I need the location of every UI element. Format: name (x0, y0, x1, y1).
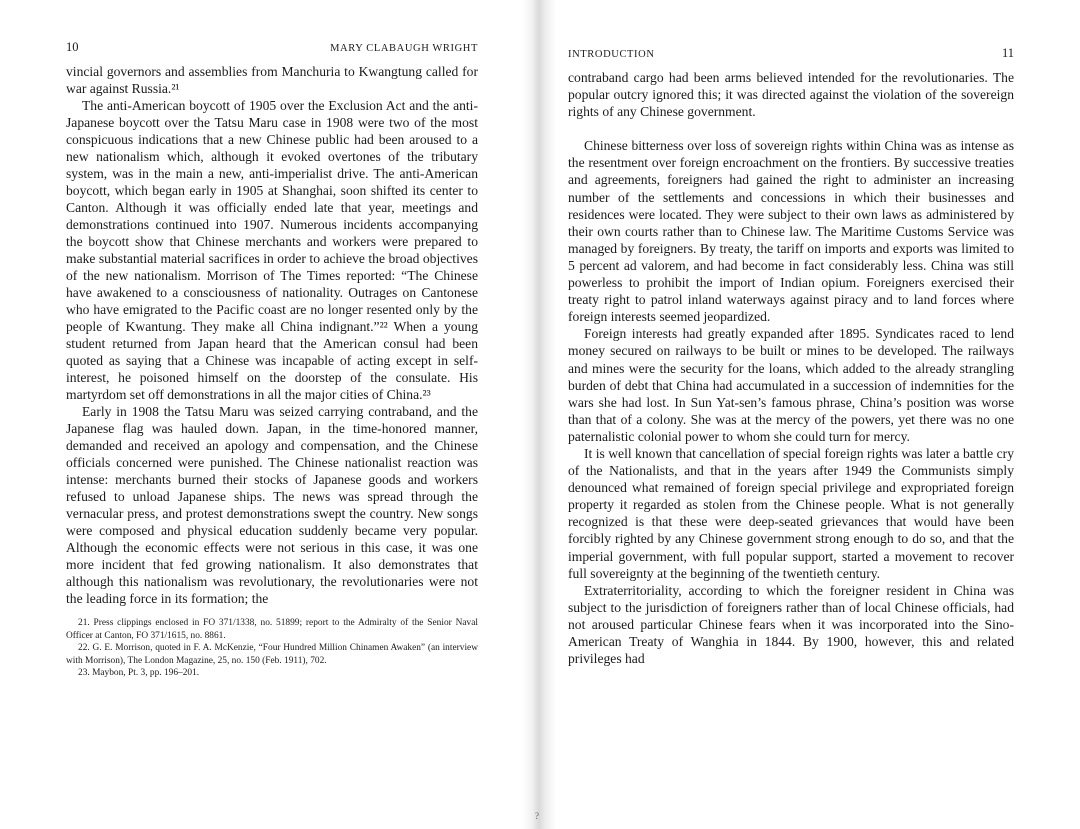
book-gutter (522, 0, 556, 829)
footnote-21: 21. Press clippings enclosed in FO 371/1338, no. 51899; report to the Admiralty of the Senior Naval Officer at Canton, FO 371/1615, no. 8861. (66, 618, 478, 641)
left-body-text (66, 63, 478, 607)
left-paragraph-3: Early in 1908 the Tatsu Maru was seized carrying contraband, and the Japanese flag was hauled down. Japan, in the time-honored manner, demanded and received an apology and compensation, and the Chinese officials concerned were punished. The Chinese nationalist reaction was intense: merchants burned their stocks of Japanese goods and workers refused to unload Japanese ships. The news was spread through the vernacular press, and protest demonstrations swept the country. New songs were composed and physical education suddenly became very popular. Although the economic effects were not serious in this case, it was one more incident that fed growing nationalism. It also demonstrates that although this nationalism was revolutionary, the revolutionaries were not the leading force in its formation; the (66, 404, 478, 606)
right-page (526, 0, 1080, 829)
right-page-number: 11 (1001, 46, 1014, 60)
right-body-text (568, 69, 1014, 667)
right-paragraph-5: Extraterritoriality, according to which the foreigner resident in China was subject to the jurisdiction of foreigners rather than of local Chinese officials, had not aroused particular Chinese fears when it was incorporated into the Sino-American Treaty of Wanghia in 1844. By 1900, however, this and related privileges had (568, 582, 1014, 667)
left-footnotes (66, 617, 478, 680)
left-paragraph-2: The anti-American boycott of 1905 over the Exclusion Act and the anti-Japanese boycott over the Tatsu Maru case in 1908 were two of the most conspicuous indications that a new Chinese public had been aroused to a new nationalism which, although it evoked overtones of the tributary system, was in the main a new, anti-imperialist drive. The anti-American boycott, which began early in 1905 at Shanghai, soon shifted its center to Canton. Although it was officially ended late that year, meetings and demonstrations continued into 1907. Numerous incidents accompanying the boycott show that Chinese merchants and workers were prepared to make substantial material sacrifices in order to achieve the broad objectives of the new nationalism. Morrison of The Times reported: “The Chinese have awakened to a consciousness of nationality. Outrages on Cantonese who have emigrated to the Pacific coast are no longer resented only by the people of Kwantung. They make all China indignant.”²² When a young student returned from Japan heard that the American consul had been quoted as saying that a Chinese was incapable of acting except in self-interest, he poisoned himself on the doorstep of the consulate. His martyrdom set off demonstrations in all the major cities of China.²³ (66, 98, 478, 402)
left-page (0, 0, 526, 829)
right-paragraph-2: Chinese bitterness over loss of sovereign rights within China was as intense as the resentment over foreign encroachment on the frontiers. By successive treaties and agreements, foreigners had gained the right to administer an increasing number of the settlements and concessions in which their businesses and residences were located. They were subject to their own laws as administered by their own courts rather than to Chinese law. The Maritime Customs Service was managed by foreigners. By treaty, the tariff on imports and exports was limited to 5 percent ad valorem, and had become in fact considerably less. China was still powerless to prohibit the import of Indian opium. Foreigners exercised their treaty right to patrol inland waterways against piracy and to land forces where foreign interests seemed jeopardized. (568, 138, 1014, 325)
left-running-head (66, 40, 478, 55)
footnote-22: 22. G. E. Morrison, quoted in F. A. McKenzie, “Four Hundred Million Chinamen Awaken” (an interview with Morrison), The London Magazine, 25, no. 150 (Feb. 1911), 702. (66, 643, 478, 666)
left-running-head-title: MARY CLABAUGH WRIGHT (330, 43, 478, 54)
right-paragraph-1: contraband cargo had been arms believed intended for the revolutionaries. The popular outcry ignored this; it was directed against the violation of the sovereign rights of any Chinese government. (568, 70, 1014, 120)
left-page-number: 10 (66, 40, 79, 54)
footnote-23: 23. Maybon, Pt. 3, pp. 196–201. (78, 668, 200, 679)
left-paragraph-1: vincial governors and assemblies from Manchuria to Kwangtung called for war against Russia.²¹ (66, 64, 478, 96)
right-running-head (568, 46, 1014, 61)
right-running-head-title: INTRODUCTION (568, 49, 655, 60)
right-paragraph-3: Foreign interests had greatly expanded after 1895. Syndicates raced to lend money secured on railways to be built or mines to be developed. The railways and mines were the security for the loans, which added to the already strangling burden of debt that China had accumulated in a succession of indemnities for the wars she had lost. In Sun Yat-sen’s famous phrase, China’s position was worse than that of a colony. She was at the mercy of the powers, yet there was no one paternalistic colonial power to whom she could turn for mercy. (568, 326, 1014, 444)
gutter-mark: ? (535, 811, 539, 821)
right-paragraph-4: It is well known that cancellation of special foreign rights was later a battle cry of the Nationalists, and that in the years after 1949 the Communists simply denounced what remained of foreign special privilege and expropriated foreign property it regarded as stolen from the Chinese people. What is not generally recognized is that these were deep-seated grievances that would have been forcibly righted by any Chinese government strong enough to do so, and that the imperial government, with full popular support, started a movement to recover full sovereignty at the beginning of the twentieth century. (568, 445, 1014, 581)
